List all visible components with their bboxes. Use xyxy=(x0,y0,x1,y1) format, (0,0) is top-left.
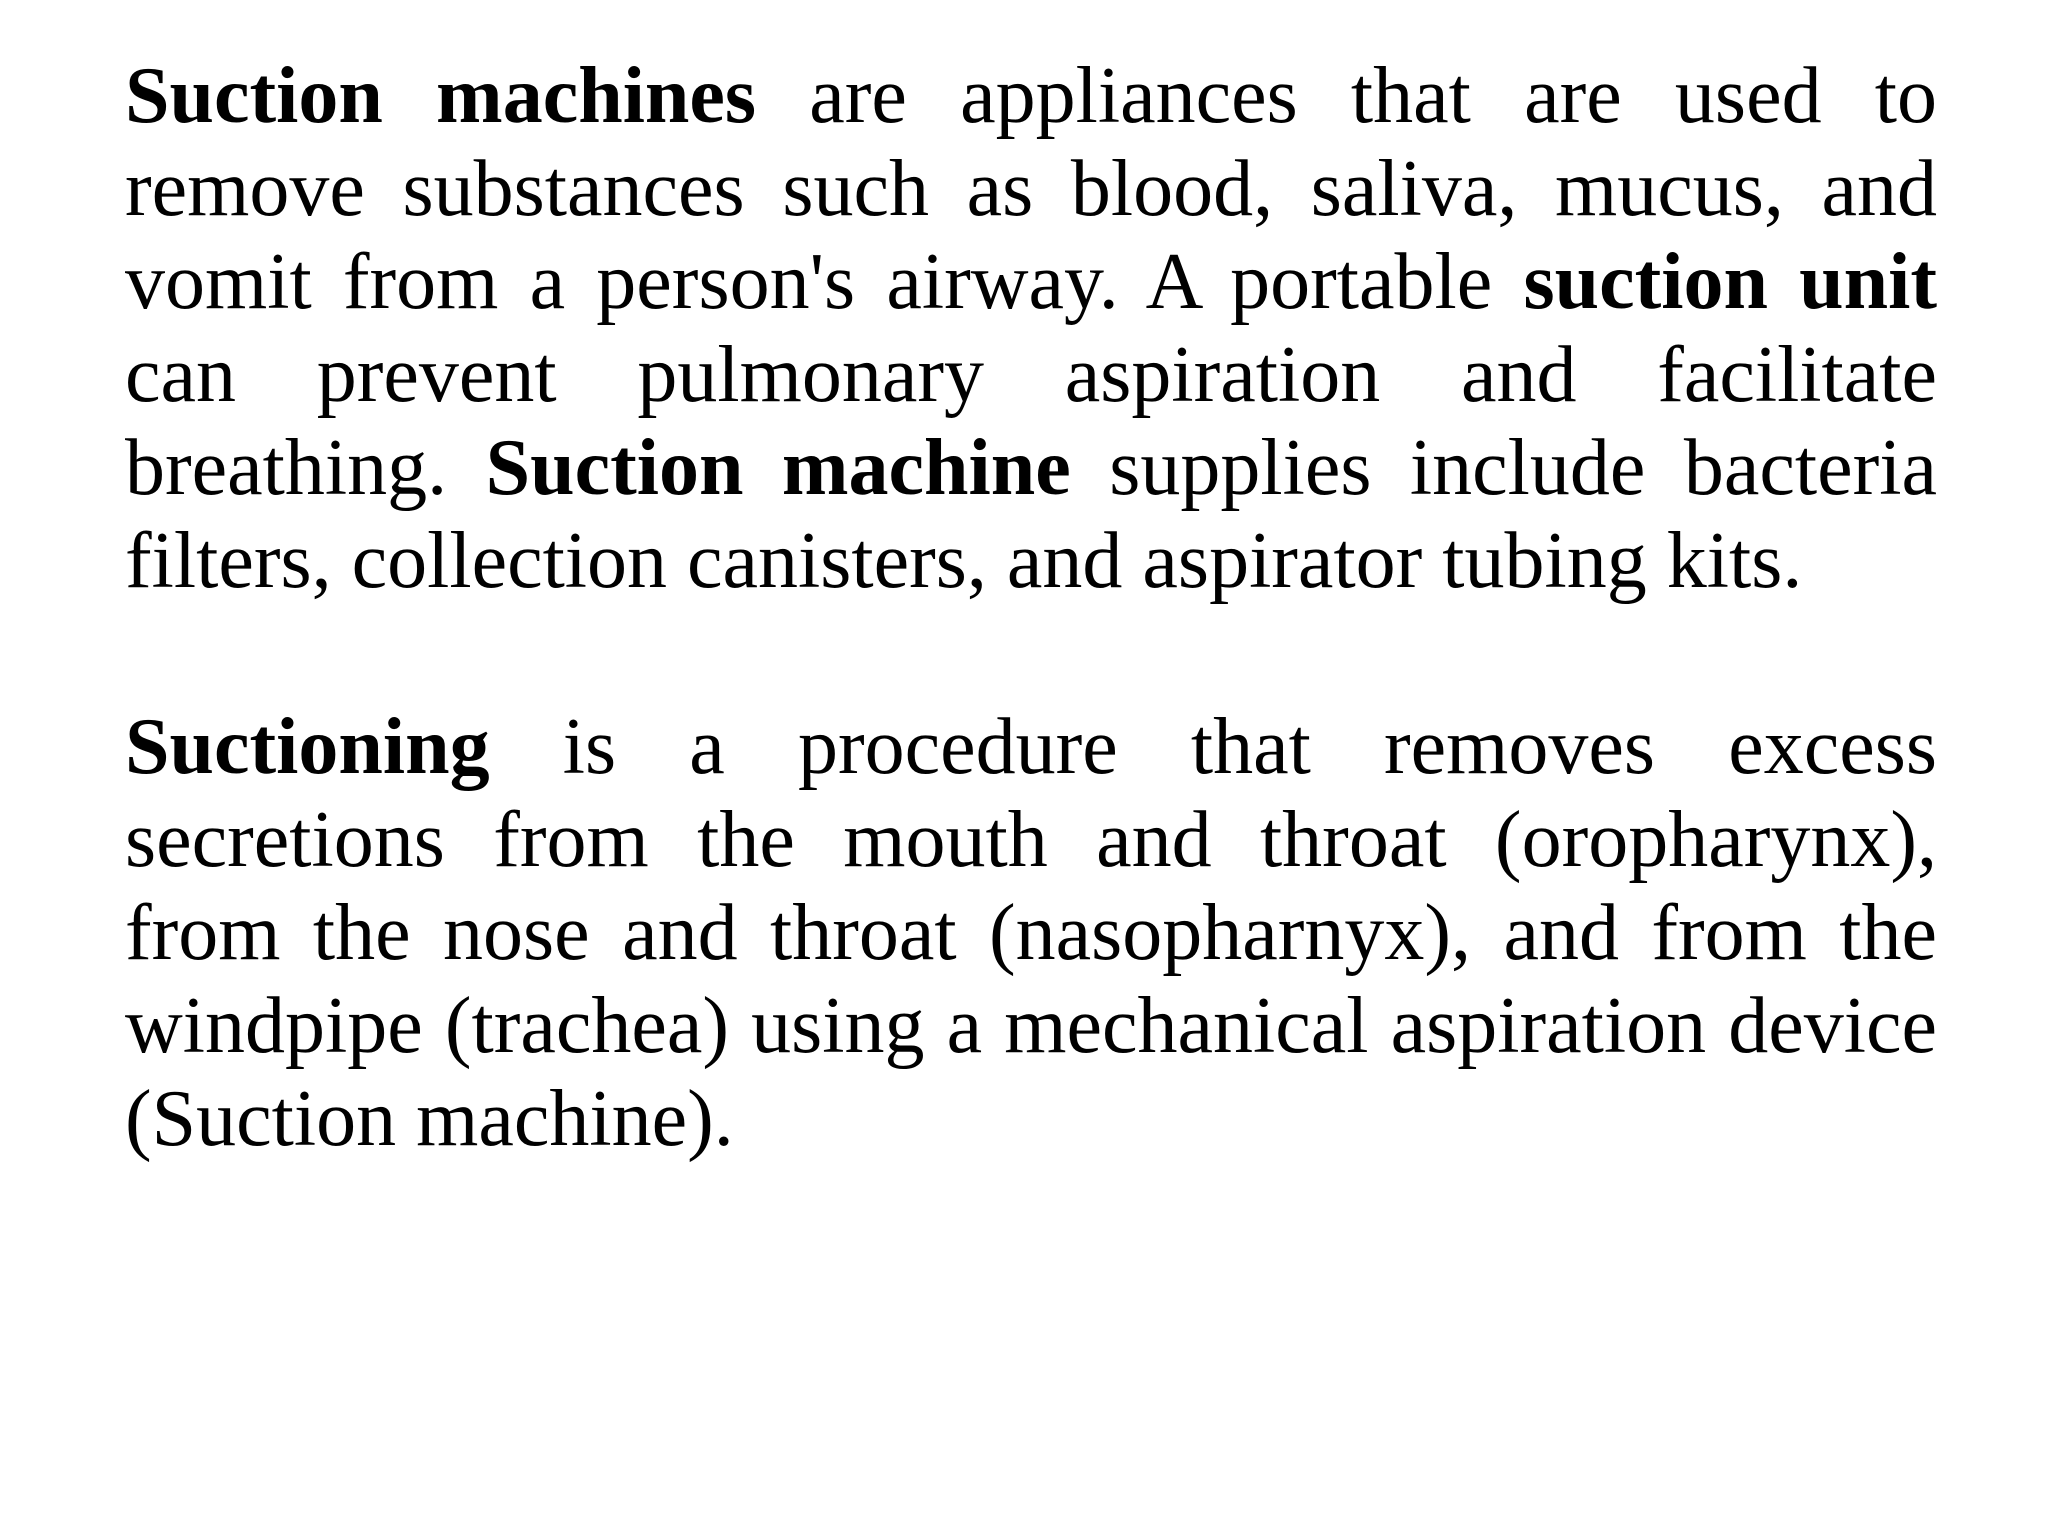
paragraph-suctioning xyxy=(125,701,1937,1166)
paragraph-text: is a procedure that removes excess secretions from the mouth and throat (oropharynx), from the nose and throat (nasopharnyx), and from the windpipe (trachea) using a mechanical aspiration device (Suction machine). xyxy=(125,703,1937,1163)
term-suction-unit: suction unit xyxy=(1523,238,1937,326)
term-suction-machines: Suction machines xyxy=(125,52,757,140)
paragraph-text: supplies include bacteria filters, collection canisters, and aspirator tubing kits. xyxy=(125,424,1937,605)
term-suction-machine: Suction machine xyxy=(485,424,1071,512)
paragraph-text: can prevent pulmonary aspiration and facilitate breathing. xyxy=(125,331,1937,512)
paragraph-suction-machines xyxy=(125,50,1937,608)
paragraph-text: are appliances that are used to remove substances such as blood, saliva, mucus, and vomit from a person's airway. A portable xyxy=(125,52,1937,326)
slide-body xyxy=(125,50,1937,1166)
term-suctioning: Suctioning xyxy=(125,703,490,791)
